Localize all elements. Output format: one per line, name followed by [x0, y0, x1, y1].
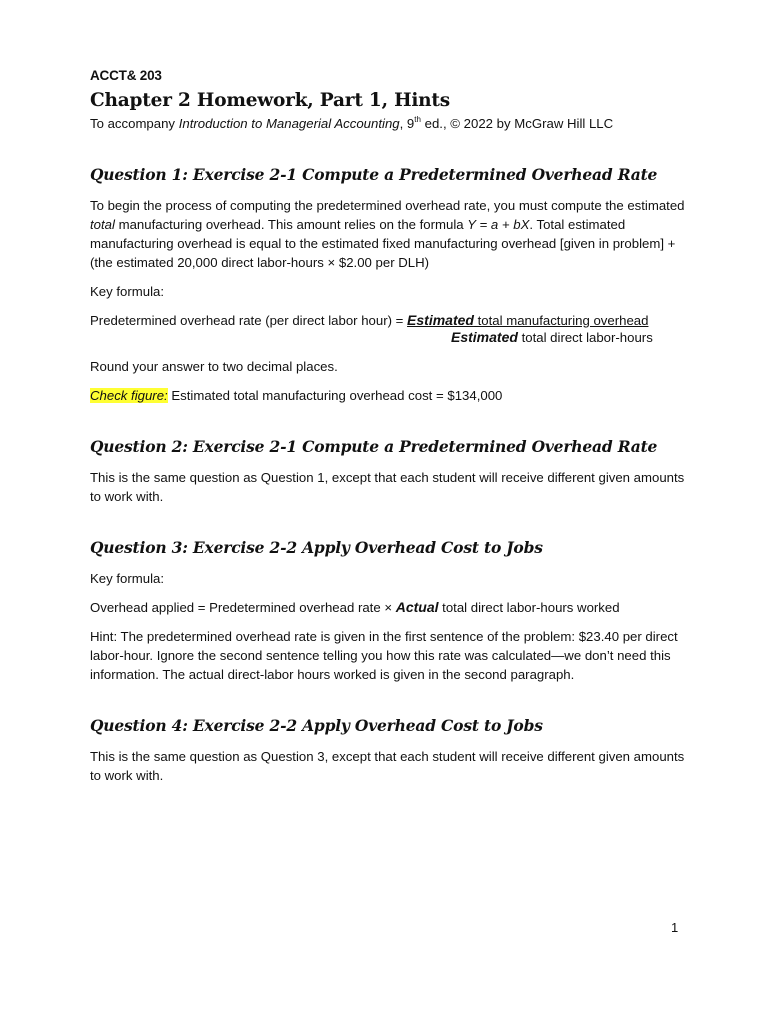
question-3-hint: Hint: The predetermined overhead rate is given in the first sentence of the problem: $23.40 per direct labor-hour. Ignore the second sentence telling you how this rate was calculated—we don’t need this information. The actual direct-labor hours worked is given in the second paragraph.	[90, 629, 678, 682]
question-4-section	[90, 716, 690, 785]
question-2-section	[90, 437, 690, 506]
question-3-heading: Question 3: Exercise 2-2 Apply Overhead Cost to Jobs	[90, 538, 543, 557]
rounding-note: Round your answer to two decimal places.	[90, 359, 338, 374]
document-title: Chapter 2 Homework, Part 1, Hints	[90, 90, 450, 111]
formula-numerator-line: Predetermined overhead rate (per direct labor hour) = Estimated total manufacturing overhead	[90, 312, 649, 328]
question-2-heading: Question 2: Exercise 2-1 Compute a Predetermined Overhead Rate	[90, 437, 658, 456]
question-1-heading: Question 1: Exercise 2-1 Compute a Predetermined Overhead Rate	[90, 165, 658, 184]
check-figure-label: Check figure:	[90, 388, 168, 403]
formula-inline: Y = a + bX	[467, 217, 530, 232]
course-code: ACCT& 203	[90, 68, 162, 83]
rate-formula	[90, 311, 690, 349]
document-page	[90, 66, 690, 795]
overhead-applied-formula: Overhead applied = Predetermined overhead rate × Actual total direct labor-hours worked	[90, 599, 620, 615]
formula-numerator: Estimated total manufacturing overhead	[407, 312, 649, 328]
book-title: Introduction to Managerial Accounting	[178, 116, 400, 131]
formula-denominator: Estimated total direct labor-hours	[451, 329, 653, 345]
key-formula-label: Key formula:	[90, 571, 165, 586]
question-4-text: This is the same question as Question 3, except that each student will receive different given amounts to work with.	[90, 749, 685, 783]
question-3-section	[90, 538, 690, 684]
key-formula-label: Key formula:	[90, 284, 165, 299]
check-figure: Check figure: Estimated total manufacturing overhead cost = $134,000	[90, 388, 503, 403]
question-4-heading: Question 4: Exercise 2-2 Apply Overhead Cost to Jobs	[90, 716, 543, 735]
page-number: 1	[671, 920, 679, 935]
question-1-section	[90, 165, 690, 405]
document-subtitle: To accompany Introduction to Managerial Accounting, 9th ed., © 2022 by McGraw Hill LLC	[90, 114, 614, 131]
question-2-text: This is the same question as Question 1, except that each student will receive different given amounts to work with.	[90, 470, 685, 504]
question-1-intro: To begin the process of computing the predetermined overhead rate, you must compute the estimated total manufacturing overhead. This amount relies on the formula Y = a + bX. Total estimated manufacturing overhead is equal to the estimated fixed manufacturing overhead [given in problem] + (the estimated 20,000 direct labor-hours × $2.00 per DLH)	[90, 198, 685, 270]
